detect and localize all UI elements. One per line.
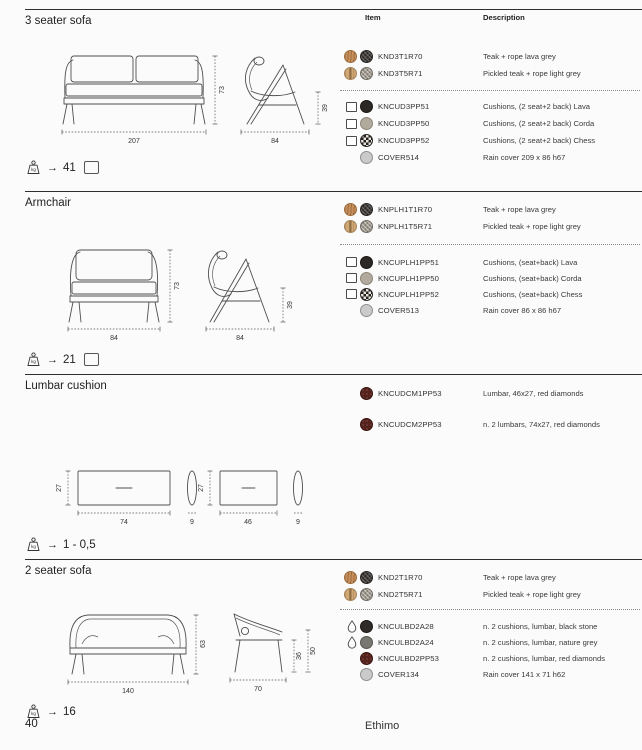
dotted-separator bbox=[340, 90, 640, 91]
item-description: Cushions, (seat+back) Chess bbox=[483, 289, 583, 299]
section-right-lumbar bbox=[340, 375, 640, 560]
table-row bbox=[340, 201, 640, 218]
cushions-group bbox=[340, 618, 640, 682]
table-row bbox=[340, 650, 640, 666]
fabric-red-diamonds-swatch bbox=[360, 652, 373, 665]
table-row bbox=[340, 302, 640, 318]
dotted-separator bbox=[340, 244, 640, 245]
dim-side-width: 84 bbox=[271, 138, 279, 145]
fabric-lava-swatch bbox=[360, 256, 373, 269]
section-left-3-seater bbox=[25, 10, 337, 192]
weight-arrow: → bbox=[47, 161, 58, 174]
rope-light-grey-swatch bbox=[360, 220, 373, 233]
dim-front-width: 84 bbox=[110, 335, 118, 342]
dim-front-height: 73 bbox=[219, 86, 226, 94]
item-code: KND3T5R71 bbox=[378, 69, 423, 78]
item-code: KNCUPLH1PP52 bbox=[378, 289, 440, 299]
cushions-group bbox=[340, 98, 640, 166]
table-row bbox=[340, 618, 640, 634]
item-code: KND2T1R70 bbox=[378, 573, 423, 582]
fabric-lava-swatch bbox=[360, 100, 373, 113]
section-left-lumbar bbox=[25, 375, 337, 560]
table-row bbox=[340, 385, 640, 402]
lumbar-items-group bbox=[340, 385, 640, 433]
item-description: n. 2 cushions, lumbar, black stone bbox=[483, 621, 598, 631]
table-row bbox=[340, 218, 640, 235]
section-2-seater-sofa bbox=[25, 559, 642, 716]
item-description: Teak + rope lava grey bbox=[483, 573, 556, 582]
section-right-armchair bbox=[340, 192, 640, 375]
pickled-teak-swatch bbox=[344, 67, 357, 80]
item-code: KNCUD3PP52 bbox=[378, 136, 430, 145]
item-description: n. 2 cushions, lumbar, red diamonds bbox=[483, 653, 605, 663]
cushions-group bbox=[340, 254, 640, 318]
item-description: Teak + rope lava grey bbox=[483, 205, 556, 214]
table-row bbox=[340, 149, 640, 166]
cushion-outline-icon bbox=[84, 353, 99, 366]
cushion-outline-icon bbox=[346, 136, 357, 146]
item-description: Cushions, (2 seat+2 back) Corda bbox=[483, 119, 595, 128]
fabric-chess-swatch bbox=[360, 134, 373, 147]
item-code: KNCUPLH1PP50 bbox=[378, 273, 440, 283]
dim-rect1-height: 27 bbox=[56, 484, 63, 492]
table-row bbox=[340, 270, 640, 286]
frame-variants-group bbox=[340, 48, 640, 82]
section-title: 2 seater sofa bbox=[25, 565, 92, 577]
item-column-header: Item bbox=[365, 13, 381, 22]
weight-row bbox=[25, 537, 96, 552]
item-description: Pickled teak + rope light grey bbox=[483, 69, 581, 78]
item-code: KNCUD3PP51 bbox=[378, 102, 430, 111]
weight-arrow: → bbox=[47, 705, 58, 718]
item-code: KND3T1R70 bbox=[378, 52, 423, 61]
dim-rect2-height: 27 bbox=[198, 484, 205, 492]
rope-lava-grey-swatch bbox=[360, 203, 373, 216]
table-row bbox=[340, 666, 640, 682]
rope-light-grey-swatch bbox=[360, 588, 373, 601]
section-title: Lumbar cushion bbox=[25, 380, 107, 392]
item-code: KNCULBD2A28 bbox=[378, 621, 434, 631]
weight-kg-icon bbox=[25, 704, 42, 719]
cushion-outline-icon bbox=[346, 289, 357, 299]
section-right-2-seater bbox=[340, 560, 640, 716]
dim-side-width: 84 bbox=[236, 335, 244, 342]
section-3-seater-sofa bbox=[25, 9, 642, 192]
item-description: Teak + rope lava grey bbox=[483, 52, 556, 61]
item-code: COVER513 bbox=[378, 305, 419, 315]
cushion-outline-icon bbox=[346, 273, 357, 283]
dim-front-width: 207 bbox=[128, 138, 140, 145]
section-title: 3 seater sofa bbox=[25, 15, 92, 27]
section-left-armchair bbox=[25, 192, 337, 375]
dim-rect1-width: 74 bbox=[120, 519, 128, 526]
item-description: Cushions, (2 seat+2 back) Chess bbox=[483, 136, 596, 145]
armchair-drawing bbox=[50, 244, 310, 350]
teak-swatch bbox=[344, 571, 357, 584]
item-code: KNPLH1T5R71 bbox=[378, 222, 433, 231]
2-seater-sofa-drawing bbox=[50, 604, 330, 698]
dim-rect2-depth: 9 bbox=[296, 519, 300, 526]
teak-swatch bbox=[344, 203, 357, 216]
description-column-header: Description bbox=[483, 13, 525, 22]
dim-rect1-depth: 9 bbox=[190, 519, 194, 526]
table-row bbox=[340, 286, 640, 302]
weight-row bbox=[25, 352, 99, 367]
pickled-teak-swatch bbox=[344, 220, 357, 233]
cushion-outline-icon bbox=[346, 119, 357, 129]
item-description: n. 2 lumbars, 74x27, red diamonds bbox=[483, 420, 600, 429]
dim-rect2-width: 46 bbox=[244, 519, 252, 526]
section-right-3-seater bbox=[340, 10, 640, 192]
svg-text:kg: kg bbox=[31, 544, 36, 549]
table-row bbox=[340, 132, 640, 149]
dim-front-height: 63 bbox=[200, 640, 207, 648]
item-code: KND2T5R71 bbox=[378, 590, 423, 599]
svg-text:kg: kg bbox=[31, 167, 36, 172]
dim-front-width: 140 bbox=[122, 688, 134, 695]
dim-side-height-total: 50 bbox=[310, 647, 317, 655]
item-code: COVER514 bbox=[378, 153, 419, 162]
table-row bbox=[340, 48, 640, 65]
cushion-outline-icon bbox=[346, 257, 357, 267]
dim-front-height: 73 bbox=[174, 282, 181, 290]
dim-side-width: 70 bbox=[254, 686, 262, 693]
fabric-corda-swatch bbox=[360, 117, 373, 130]
table-row bbox=[340, 98, 640, 115]
section-lumbar-cushion bbox=[25, 374, 642, 560]
section-left-2-seater bbox=[25, 560, 337, 716]
cushion-outline-icon bbox=[346, 102, 357, 112]
rain-cover-swatch bbox=[360, 304, 373, 317]
fabric-black-stone-swatch bbox=[360, 620, 373, 633]
item-description: Cushions, (seat+back) Lava bbox=[483, 257, 578, 267]
item-description: Cushions, (2 seat+2 back) Lava bbox=[483, 102, 591, 111]
fabric-red-diamonds-swatch bbox=[360, 387, 373, 400]
item-description: Lumbar, 46x27, red diamonds bbox=[483, 389, 584, 398]
rope-lava-grey-swatch bbox=[360, 50, 373, 63]
item-code: KNPLH1T1R70 bbox=[378, 205, 433, 214]
table-row bbox=[340, 586, 640, 603]
fabric-red-diamonds-swatch bbox=[360, 418, 373, 431]
weight-kg-icon bbox=[25, 537, 42, 552]
svg-text:kg: kg bbox=[31, 359, 36, 364]
weight-row bbox=[25, 160, 99, 175]
table-row bbox=[340, 634, 640, 650]
frame-variants-group bbox=[340, 201, 640, 235]
rope-lava-grey-swatch bbox=[360, 571, 373, 584]
cushion-outline-icon bbox=[84, 161, 99, 174]
fabric-chess-swatch bbox=[360, 288, 373, 301]
section-armchair bbox=[25, 191, 642, 375]
svg-text:kg: kg bbox=[31, 711, 36, 716]
weight-value: 16 bbox=[63, 705, 76, 718]
item-code: KNCUPLH1PP51 bbox=[378, 257, 440, 267]
weight-row bbox=[25, 704, 76, 719]
item-description: n. 2 cushions, lumbar, nature grey bbox=[483, 637, 598, 647]
dim-side-height: 39 bbox=[322, 104, 329, 112]
item-code: KNCUDCM1PP53 bbox=[378, 389, 442, 398]
table-row bbox=[340, 416, 640, 433]
item-description: Rain cover 141 x 71 h62 bbox=[483, 669, 566, 679]
column-headers bbox=[340, 13, 640, 22]
dim-side-height-seat: 36 bbox=[296, 652, 303, 660]
item-description: Cushions, (seat+back) Corda bbox=[483, 273, 582, 283]
item-code: COVER134 bbox=[378, 669, 419, 679]
item-code: KNCULBD2PP53 bbox=[378, 653, 440, 663]
table-row bbox=[340, 65, 640, 82]
page-number: 40 bbox=[25, 718, 38, 730]
rain-cover-swatch bbox=[360, 151, 373, 164]
rope-light-grey-swatch bbox=[360, 67, 373, 80]
weight-value: 1 - 0,5 bbox=[63, 538, 96, 551]
weight-arrow: → bbox=[47, 353, 58, 366]
water-drop-icon bbox=[347, 620, 357, 633]
weight-kg-icon bbox=[25, 352, 42, 367]
item-description: Pickled teak + rope light grey bbox=[483, 590, 581, 599]
dotted-separator bbox=[340, 609, 640, 610]
water-drop-icon bbox=[347, 636, 357, 649]
table-row bbox=[340, 569, 640, 586]
weight-kg-icon bbox=[25, 160, 42, 175]
item-code: KNCULBD2A24 bbox=[378, 637, 434, 647]
weight-arrow: → bbox=[47, 538, 58, 551]
fabric-corda-swatch bbox=[360, 272, 373, 285]
teak-swatch bbox=[344, 50, 357, 63]
pickled-teak-swatch bbox=[344, 588, 357, 601]
lumbar-cushion-drawing bbox=[50, 463, 310, 531]
rain-cover-swatch bbox=[360, 668, 373, 681]
item-description: Rain cover 86 x 86 h67 bbox=[483, 305, 562, 315]
item-code: KNCUDCM2PP53 bbox=[378, 420, 442, 429]
dim-side-height: 39 bbox=[287, 301, 294, 309]
weight-value: 41 bbox=[63, 161, 76, 174]
frame-variants-group bbox=[340, 569, 640, 603]
table-row bbox=[340, 115, 640, 132]
section-title: Armchair bbox=[25, 197, 72, 209]
fabric-nature-grey-swatch bbox=[360, 636, 373, 649]
item-code: KNCUD3PP50 bbox=[378, 119, 430, 128]
weight-value: 21 bbox=[63, 353, 76, 366]
3-seater-sofa-drawing bbox=[43, 48, 343, 156]
item-description: Pickled teak + rope light grey bbox=[483, 222, 581, 231]
brand-name: Ethimo bbox=[365, 720, 400, 732]
table-row bbox=[340, 254, 640, 270]
item-description: Rain cover 209 x 86 h67 bbox=[483, 153, 566, 162]
